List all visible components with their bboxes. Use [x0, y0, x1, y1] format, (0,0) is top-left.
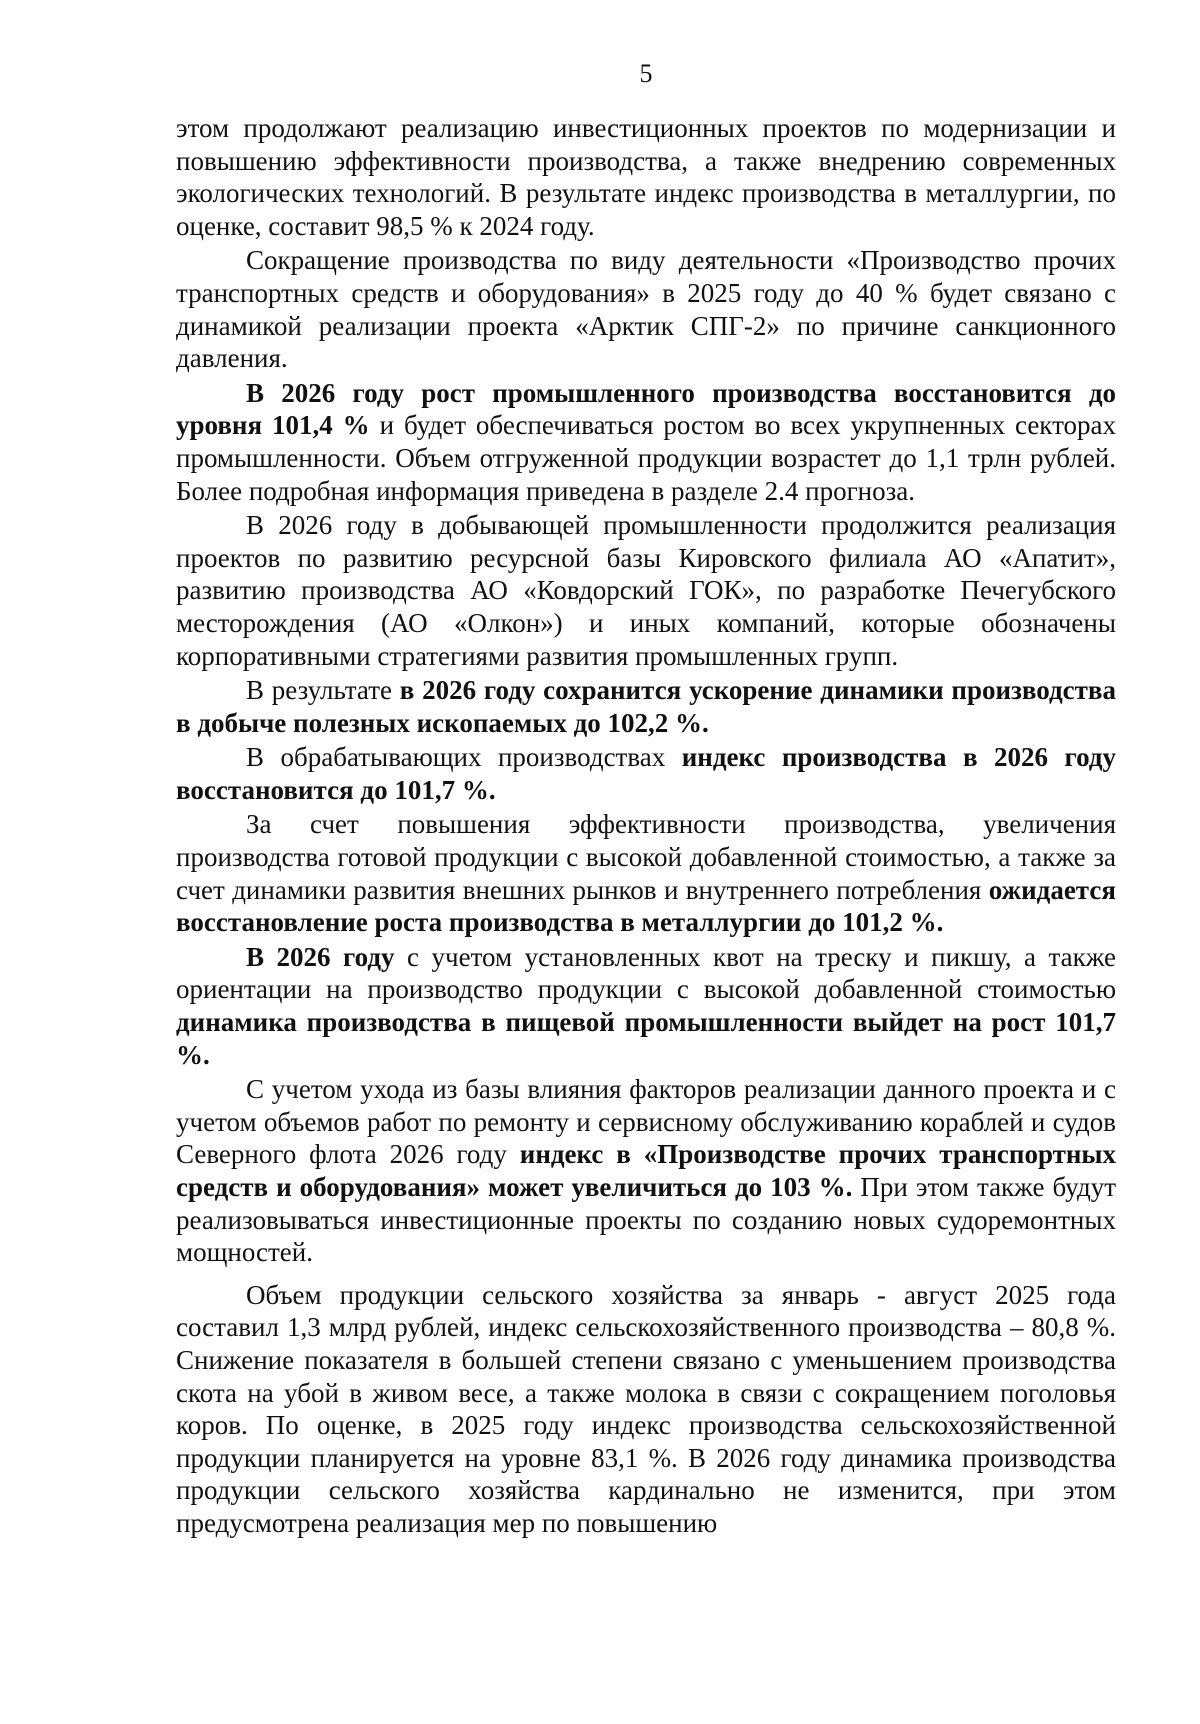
paragraph — [176, 674, 1116, 739]
document-page — [176, 58, 1116, 1542]
text-run: За счет повышения эффективности производства, увеличения производства готовой продукции с высокой добавленной стоимостью, а также за счет динамики развития внешних рынков и внутреннего потребления — [176, 809, 1116, 905]
bold-text-run: В 2026 году — [246, 941, 395, 972]
document-body — [176, 112, 1116, 1540]
paragraph — [176, 941, 1116, 1071]
paragraph — [176, 244, 1116, 374]
text-run: В результате — [246, 675, 400, 706]
paragraph — [176, 741, 1116, 806]
bold-text-run: В 2026 году рост промышленного производства восстановится до уровня 101,4 % — [176, 377, 1116, 441]
page-number: 5 — [639, 59, 653, 88]
text-run: При этом также будут реализовываться инвестиционные проекты по созданию новых судоремонтных мощностей. — [176, 1172, 1116, 1268]
bold-text-run: ожидается восстановление роста производства в металлургии до 101,2 %. — [176, 874, 1116, 938]
bold-text-run: индекс производства в 2026 году восстановится до 101,7 %. — [176, 742, 1116, 805]
text-run: с учетом установленных квот на треску и пикшу, а также ориентации на производство продукции с высокой добавленной стоимостью — [176, 941, 1116, 1005]
text-run: Объем продукции сельского хозяйства за январь - август 2025 года составил 1,3 млрд рублей, индекс сельскохозяйственного производства – 80,8 %. Снижение показателя в большей степени связано с уменьшением производства скота на убой в живом весе, а также молока в связи с сокращением поголовья коров. По оценке, в 2025 году индекс производства сельскохозяйственной продукции планируется на уровне 83,1 %. В 2026 году динамика производства продукции сельского хозяйства кардинально не изменится, при этом предусмотрена реализация мер по повышению — [176, 1279, 1116, 1538]
paragraph — [176, 1073, 1116, 1269]
text-run: Сокращение производства по виду деятельности «Производство прочих транспортных средств и оборудования» в 2025 году до 40 % будет связано с динамикой реализации проекта «Арктик СПГ-2» по причине санкционного давления. — [176, 245, 1116, 374]
paragraph — [176, 1279, 1116, 1540]
paragraph — [176, 808, 1116, 938]
bold-text-run: индекс в «Производстве прочих транспортных средств и оборудования» может увеличиться до 103 %. — [176, 1139, 1116, 1202]
paragraph — [176, 377, 1116, 507]
text-run: этом продолжают реализацию инвестиционных проектов по модернизации и повышению эффективности производства, а также внедрению современных экологических технологий. В результате индекс производства в металлургии, по оценке, составит 98,5 % к 2024 году. — [176, 113, 1116, 241]
text-run: В 2026 году в добывающей промышленности продолжится реализация проектов по развитию ресурсной базы Кировского филиала АО «Апатит», развитию производства АО «Ковдорский ГОК», по разработке Печегубского месторождения (АО «Олкон») и иных компаний, которые обозначены корпоративными стратегиями развития промышленных групп. — [176, 510, 1116, 671]
paragraph — [176, 509, 1116, 672]
bold-text-run: в 2026 году сохранится ускорение динамики производства в добыче полезных ископаемых до 102,2 %. — [176, 675, 1116, 738]
paragraph — [176, 112, 1116, 242]
text-run: С учетом ухода из базы влияния факторов реализации данного проекта и с учетом объемов работ по ремонту и сервисному обслуживанию кораблей и судов Северного флота 2026 году — [176, 1074, 1116, 1170]
bold-text-run: динамика производства в пищевой промышленности выйдет на рост 101,7 %. — [176, 1007, 1116, 1070]
text-run: и будет обеспечиваться ростом во всех укрупненных секторах промышленности. Объем отгруженной продукции возрастет до 1,1 трлн рублей. Более подробная информация приведена в разделе 2.4 прогноза. — [176, 410, 1116, 506]
text-run: В обрабатывающих производствах — [246, 742, 682, 773]
